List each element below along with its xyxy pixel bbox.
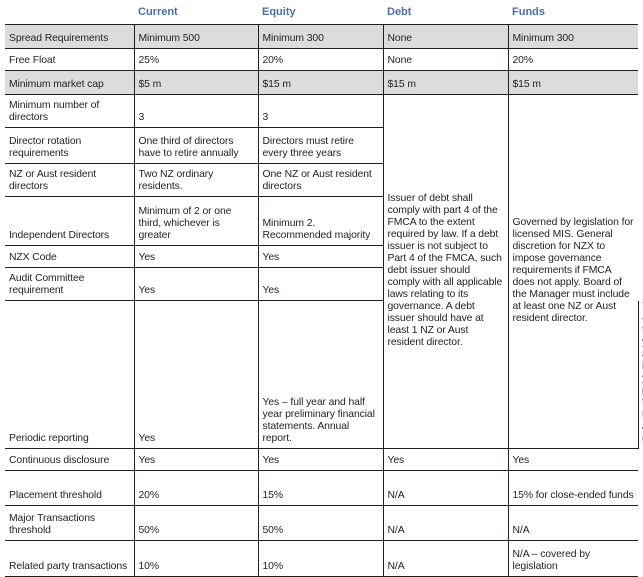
- header-current: Current: [134, 0, 258, 25]
- table-row: [5, 71, 638, 95]
- cell-funds: 15% for close-ended funds: [508, 470, 638, 505]
- cell-current: Minimum 500: [134, 25, 258, 49]
- cell-equity: 3: [258, 95, 383, 128]
- row-label: NZX Code: [5, 246, 134, 268]
- cell-equity: 10%: [258, 540, 383, 576]
- cell-equity: Yes: [258, 268, 383, 301]
- table-row: [5, 448, 638, 470]
- cell-equity: Yes – full year and half year preliminary financial statements. Annual report.: [258, 301, 383, 449]
- cell-funds: Minimum 300: [508, 25, 638, 49]
- cell-funds: Yes: [508, 448, 638, 470]
- row-label: Free Float: [5, 49, 134, 71]
- table-row: [5, 505, 638, 540]
- header-funds: Funds: [508, 0, 638, 25]
- cell-current: $5 m: [134, 71, 258, 95]
- cell-funds: $15 m: [508, 71, 638, 95]
- row-label: Major Transactions threshold: [5, 505, 134, 540]
- cell-funds: 20%: [508, 49, 638, 71]
- cell-equity: Minimum 300: [258, 25, 383, 49]
- table-row: [5, 49, 638, 71]
- cell-funds: N/A: [508, 505, 638, 540]
- row-label: Director rotation requirements: [5, 128, 134, 164]
- cell-equity: Yes: [258, 246, 383, 268]
- row-label: Minimum number of directors: [5, 95, 134, 128]
- cell-debt: N/A: [383, 505, 508, 540]
- table-row: [5, 25, 638, 49]
- row-label: Placement threshold: [5, 470, 134, 505]
- row-label: Minimum market cap: [5, 71, 134, 95]
- table-row: [5, 470, 638, 505]
- header-row: [5, 0, 638, 25]
- cell-equity: One NZ or Aust resident directors: [258, 164, 383, 197]
- row-label: Spread Requirements: [5, 25, 134, 49]
- cell-current: Two NZ ordinary residents.: [134, 164, 258, 197]
- row-label: Continuous disclosure: [5, 448, 134, 470]
- row-label: Periodic reporting: [5, 301, 134, 449]
- cell-current: Yes: [134, 448, 258, 470]
- cell-debt: $15 m: [383, 71, 508, 95]
- cell-equity: 20%: [258, 49, 383, 71]
- cell-current: 25%: [134, 49, 258, 71]
- cell-current: 10%: [134, 540, 258, 576]
- cell-debt: Yes: [383, 448, 508, 470]
- cell-equity: Directors must retire every three years: [258, 128, 383, 164]
- table-row: [5, 95, 638, 128]
- cell-equity: $15 m: [258, 71, 383, 95]
- header-blank: [5, 0, 134, 25]
- comparison-table: [5, 0, 638, 577]
- cell-current: Yes: [134, 268, 258, 301]
- cell-current: One third of directors have to retire annually: [134, 128, 258, 164]
- row-label: NZ or Aust resident directors: [5, 164, 134, 197]
- cell-current: 3: [134, 95, 258, 128]
- table-row: [5, 540, 638, 576]
- cell-debt: None: [383, 49, 508, 71]
- cell-debt: N/A: [383, 540, 508, 576]
- debt-governance-cell: Issuer of debt shall comply with part 4 of the FMCA to the extent required by law. If a debt issuer is not subject to Part 4 of the FMCA, such debt issuer should comply with all applicable laws relating to its governance. A debt issuer should have at least 1 NZ or Aust resident director.: [383, 95, 508, 449]
- row-label: Related party transactions: [5, 540, 134, 576]
- row-label: Audit Committee requirement: [5, 268, 134, 301]
- cell-debt: None: [383, 25, 508, 49]
- cell-equity: Minimum 2. Recommended majority: [258, 197, 383, 246]
- cell-current: Yes: [134, 246, 258, 268]
- cell-current: 50%: [134, 505, 258, 540]
- cell-equity: 15%: [258, 470, 383, 505]
- cell-current: 20%: [134, 470, 258, 505]
- cell-equity: 50%: [258, 505, 383, 540]
- cell-funds: N/A – covered by legislation: [508, 540, 638, 576]
- cell-current: Yes: [134, 301, 258, 449]
- header-debt: Debt: [383, 0, 508, 25]
- header-equity: Equity: [258, 0, 383, 25]
- cell-equity: Yes: [258, 448, 383, 470]
- funds-governance-cell: Governed by legislation for licensed MIS. General discretion for NZX to impose governance requirements if FMCA does not apply. Board of the Manager must include at least one NZ or Aust resident director.: [508, 95, 638, 449]
- row-label: Independent Directors: [5, 197, 134, 246]
- cell-current: Minimum of 2 or one third, whichever is greater: [134, 197, 258, 246]
- cell-debt: N/A: [383, 470, 508, 505]
